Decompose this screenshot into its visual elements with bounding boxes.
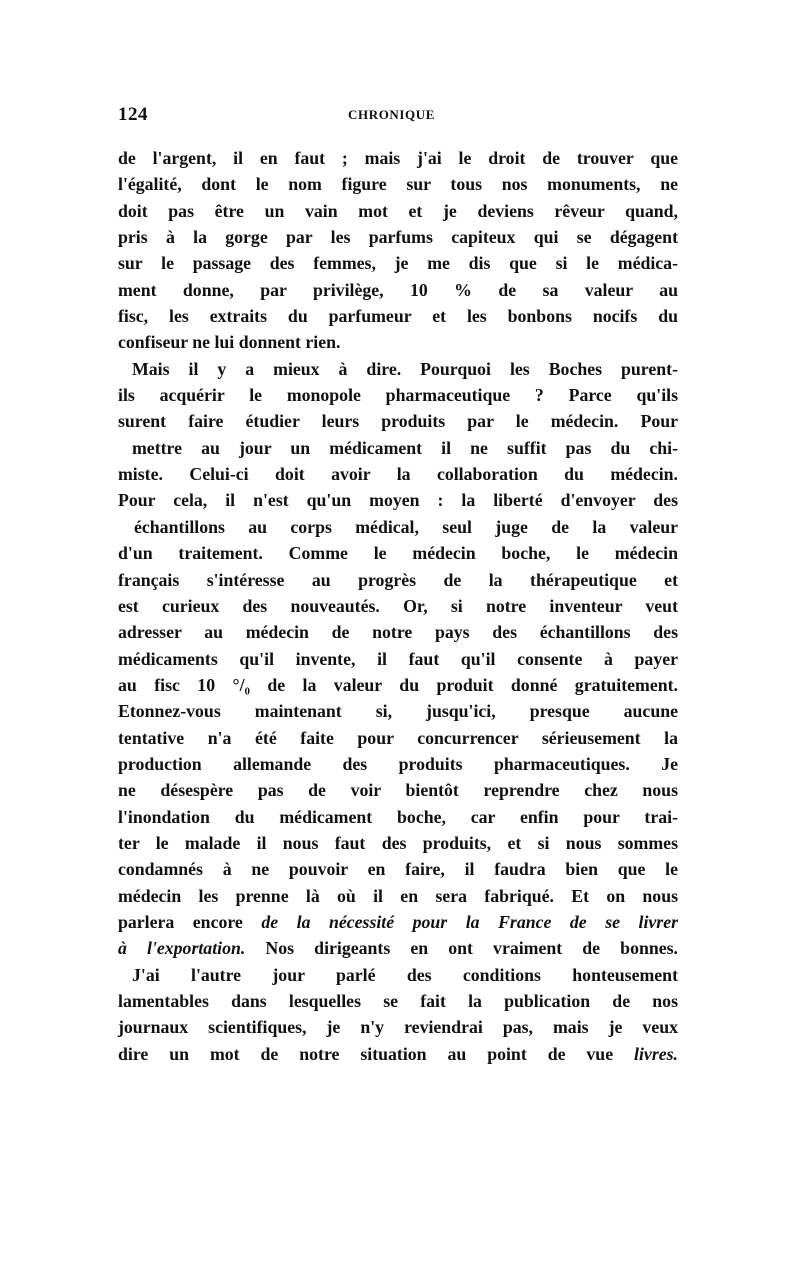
text-line: d'un traitement. Comme le médecin boche, le médecin	[118, 543, 678, 564]
text-line: lamentables dans lesquelles se fait la publication de nos	[118, 991, 678, 1011]
text-line: ils acquérir le monopole pharmaceutique ? Parce qu'ils	[118, 385, 678, 406]
text-line: mettre au jour un médicament il ne suffit pas du chi-	[132, 437, 678, 458]
text-run: Nos dirigeants en ont vraiment de bonnes.	[265, 938, 678, 959]
italic-phrase: à l'exportation.	[118, 938, 246, 959]
text-line: l'inondation du médicament boche, car enfin pour trai-	[118, 806, 678, 827]
text-line: Mais il y a mieux à dire. Pourquoi les Boches purent-	[132, 358, 678, 379]
text-line: l'égalité, dont le nom figure sur tous nos monuments, ne	[118, 174, 678, 195]
text-line: ne désespère pas de voir bientôt reprendre chez nous	[118, 780, 678, 801]
text-line: confiseur ne lui donnent rien.	[118, 332, 341, 353]
text-run: dire un mot de notre situation au point de vue	[118, 1043, 614, 1064]
italic-phrase: livres.	[634, 1043, 678, 1064]
text-line: Pour cela, il n'est qu'un moyen : la liberté d'envoyer des	[118, 490, 678, 511]
text-line: J'ai l'autre jour parlé des conditions honteusement	[132, 964, 678, 985]
text-line: sur le passage des femmes, je me dis que si le médica-	[118, 253, 678, 274]
text-line: adresser au médecin de notre pays des échantillons des	[118, 622, 678, 643]
page-header	[118, 104, 678, 126]
body-text	[118, 145, 678, 1067]
text-line: de l'argent, il en faut ; mais j'ai le droit de trouver que	[118, 148, 678, 168]
text-line: au fisc 10 °/₀ de la valeur du produit donné gratuitement.	[118, 674, 678, 695]
page-number: 124	[118, 104, 148, 125]
text-line: médicaments qu'il invente, il faut qu'il consente à payer	[118, 648, 678, 669]
text-line: échantillons au corps médical, seul juge de la valeur	[134, 516, 678, 537]
text-line: français s'intéresse au progrès de la thérapeutique et	[118, 569, 678, 590]
text-line: journaux scientifiques, je n'y reviendrai pas, mais je veux	[118, 1017, 678, 1038]
text-line-mixed	[118, 909, 678, 935]
text-line: condamnés à ne pouvoir en faire, il faudra bien que le	[118, 859, 678, 880]
text-line-mixed	[118, 935, 678, 961]
text-line: Etonnez-vous maintenant si, jusqu'ici, presque aucune	[118, 701, 678, 722]
text-line: pris à la gorge par les parfums capiteux qui se dégagent	[118, 227, 678, 248]
text-line: surent faire étudier leurs produits par le médecin. Pour	[118, 411, 678, 432]
running-title: CHRONIQUE	[348, 107, 436, 122]
text-line: production allemande des produits pharmaceutiques. Je	[118, 753, 678, 774]
text-line: fisc, les extraits du parfumeur et les bonbons nocifs du	[118, 306, 678, 327]
text-line: miste. Celui-ci doit avoir la collaboration du médecin.	[118, 464, 678, 485]
text-line: ter le malade il nous faut des produits, et si nous sommes	[118, 832, 678, 853]
text-line: doit pas être un vain mot et je deviens rêveur quand,	[118, 200, 678, 221]
text-line: médecin les prenne là où il en sera fabriqué. Et on nous	[118, 885, 678, 906]
text-run: parlera encore	[118, 911, 243, 932]
text-line-mixed	[118, 1041, 678, 1067]
text-line: ment donne, par privilège, 10 % de sa valeur au	[118, 279, 678, 300]
text-line: est curieux des nouveautés. Or, si notre inventeur veut	[118, 595, 678, 616]
text-line: tentative n'a été faite pour concurrencer sérieusement la	[118, 727, 678, 748]
italic-phrase: de la nécessité pour la France de se livrer	[261, 911, 679, 932]
